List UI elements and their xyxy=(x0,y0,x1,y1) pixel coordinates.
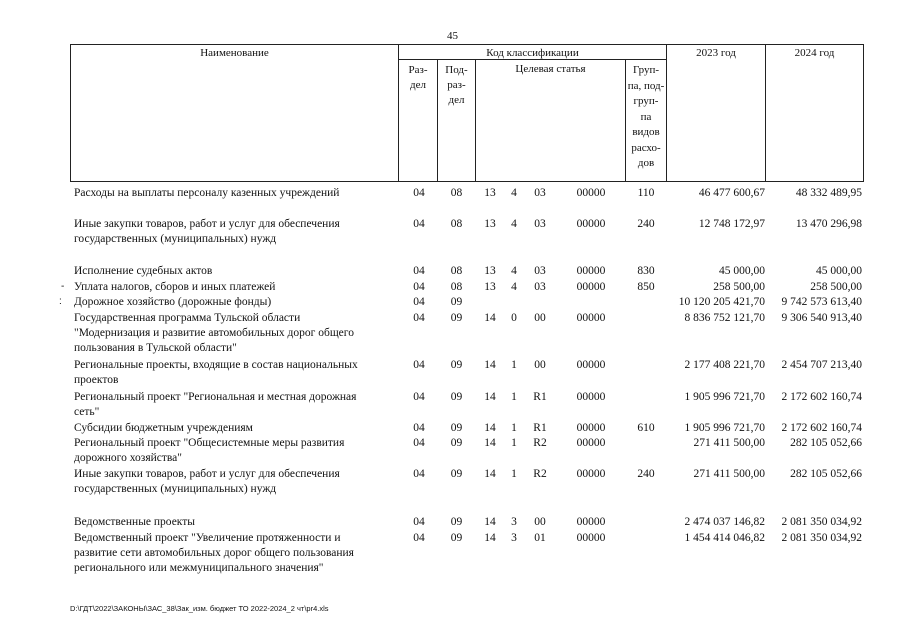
row-podrazdel: 09 xyxy=(450,422,463,434)
row-name xyxy=(74,421,389,436)
row-razdel: 04 xyxy=(413,516,425,528)
row-target-4: 00000 xyxy=(576,359,606,371)
row-value-2023: 1 454 414 046,82 xyxy=(684,532,765,544)
row-target-2: 4 xyxy=(511,265,517,277)
row-target-3: R1 xyxy=(533,422,547,434)
row-target-4: 00000 xyxy=(576,468,606,480)
row-target-2: 4 xyxy=(511,187,517,199)
row-target-2: 4 xyxy=(511,281,517,293)
row-name-line: проектов xyxy=(74,374,119,386)
row-target-3: 00 xyxy=(534,312,546,324)
row-target-1: 13 xyxy=(484,265,496,277)
row-podrazdel: 09 xyxy=(450,359,463,371)
row-name xyxy=(74,390,389,420)
row-target-1: 14 xyxy=(484,437,496,449)
row-name xyxy=(74,295,389,310)
row-value-2023: 2 474 037 146,82 xyxy=(684,516,765,528)
header-divider-podrazdel xyxy=(475,59,476,182)
row-podrazdel: 09 xyxy=(450,437,463,449)
header-bottom-border xyxy=(70,181,864,182)
row-name-line: Ведомственный проект "Увеличение протяженности и xyxy=(74,532,341,544)
row-target-2: 1 xyxy=(511,391,517,403)
row-value-2024: 2 172 602 160,74 xyxy=(781,422,862,434)
row-name-line: Исполнение судебных актов xyxy=(74,265,213,277)
header-group-line: груп- xyxy=(633,95,659,107)
row-target-4: 00000 xyxy=(576,218,606,230)
row-target-1: 14 xyxy=(484,359,496,371)
row-razdel: 04 xyxy=(413,265,425,277)
row-podrazdel: 08 xyxy=(450,187,463,199)
header-group-line: видов xyxy=(632,126,660,138)
header-top-border xyxy=(70,44,864,45)
row-name-line: Иные закупки товаров, работ и услуг для обеспечения xyxy=(74,468,340,480)
header-group-line: Груп- xyxy=(632,64,660,76)
row-razdel: 04 xyxy=(413,312,425,324)
row-value-2024: 2 081 350 034,92 xyxy=(781,516,862,528)
row-target-3: R1 xyxy=(533,391,547,403)
row-name-line: государственных (муниципальных) нужд xyxy=(74,233,277,245)
row-razdel: 04 xyxy=(413,218,425,230)
row-name-line: развитие сети автомобильных дорог общего пользования xyxy=(74,547,354,559)
header-razdel-line: Раз- xyxy=(408,64,428,76)
header-divider-group xyxy=(666,44,667,182)
row-target-2: 1 xyxy=(511,437,517,449)
row-target-4: 00000 xyxy=(576,391,606,403)
row-razdel: 04 xyxy=(413,391,425,403)
row-name-line: Региональный проект "Общесистемные меры развития xyxy=(74,437,345,449)
row-group: 830 xyxy=(637,265,655,277)
row-razdel: 04 xyxy=(413,359,425,371)
row-value-2023: 271 411 500,00 xyxy=(693,468,765,480)
row-target-4: 00000 xyxy=(576,422,606,434)
row-name-line: Дорожное хозяйство (дорожные фонды) xyxy=(74,296,272,308)
header-code-group: Код классификации xyxy=(486,47,579,59)
page-number: 45 xyxy=(447,30,458,42)
row-value-2023: 271 411 500,00 xyxy=(693,437,765,449)
header-target: Целевая статья xyxy=(515,63,586,75)
row-value-2023: 12 748 172,97 xyxy=(698,218,765,230)
row-target-1: 14 xyxy=(484,422,496,434)
row-value-2023: 258 500,00 xyxy=(713,281,765,293)
row-podrazdel: 09 xyxy=(450,468,463,480)
header-group-line: расхо- xyxy=(631,141,661,154)
row-name-line: пользования в Тульской области" xyxy=(74,342,237,354)
header-divider-years xyxy=(765,44,766,182)
row-target-1: 14 xyxy=(484,532,496,544)
row-target-2: 3 xyxy=(511,532,517,544)
header-razdel-line: дел xyxy=(410,79,426,91)
row-target-1: 13 xyxy=(484,187,496,199)
file-path-footer: D:\ГДТ\2022\ЗАКОНЫ\ЗАС_38\Зак_изм. бюджет ТО 2022-2024_2 чт\pr4.xls xyxy=(70,604,329,613)
row-name-line: государственных (муниципальных) нужд xyxy=(74,483,277,495)
row-name xyxy=(74,358,389,388)
row-target-2: 1 xyxy=(511,422,517,434)
row-value-2024: 45 000,00 xyxy=(816,265,862,277)
row-name-line: Расходы на выплаты персоналу казенных учреждений xyxy=(74,187,340,199)
row-value-2024: 48 332 489,95 xyxy=(795,187,862,199)
row-name-line: Уплата налогов, сборов и иных платежей xyxy=(74,281,276,293)
row-podrazdel: 08 xyxy=(450,281,463,293)
row-target-3: 03 xyxy=(534,281,546,293)
row-target-4: 00000 xyxy=(576,312,606,324)
row-target-4: 00000 xyxy=(576,265,606,277)
row-target-3: 03 xyxy=(534,187,546,199)
row-razdel: 04 xyxy=(413,281,425,293)
row-group: 610 xyxy=(637,422,655,434)
header-group-line: па, под- xyxy=(627,79,665,92)
row-group: 240 xyxy=(637,468,655,480)
row-target-3: R2 xyxy=(533,468,547,480)
row-value-2023: 46 477 600,67 xyxy=(698,187,765,199)
row-value-2024: 282 105 052,66 xyxy=(790,437,862,449)
row-target-4: 00000 xyxy=(576,187,606,199)
row-target-3: R2 xyxy=(533,437,547,449)
row-podrazdel: 08 xyxy=(450,265,463,277)
row-value-2023: 8 836 752 121,70 xyxy=(684,312,765,324)
row-value-2023: 1 905 996 721,70 xyxy=(684,422,765,434)
row-podrazdel: 09 xyxy=(450,312,463,324)
row-target-3: 00 xyxy=(534,359,546,371)
header-podrazdel-line: раз- xyxy=(447,79,466,91)
row-name-line: дорожного хозяйства" xyxy=(74,452,182,464)
row-value-2023: 1 905 996 721,70 xyxy=(684,391,765,403)
row-value-2024: 258 500,00 xyxy=(810,281,862,293)
header-left-border xyxy=(70,44,71,182)
row-target-3: 03 xyxy=(534,265,546,277)
header-razdel xyxy=(399,63,437,93)
row-target-2: 4 xyxy=(511,218,517,230)
header-group xyxy=(626,63,666,172)
row-value-2024: 282 105 052,66 xyxy=(790,468,862,480)
row-target-2: 1 xyxy=(511,359,517,371)
scan-mark: - xyxy=(61,281,65,292)
row-podrazdel: 08 xyxy=(450,218,463,230)
row-name xyxy=(74,531,389,576)
row-value-2023: 2 177 408 221,70 xyxy=(684,359,765,371)
row-target-1: 13 xyxy=(484,281,496,293)
row-razdel: 04 xyxy=(413,296,425,308)
header-right-border xyxy=(863,44,864,182)
row-razdel: 04 xyxy=(413,468,425,480)
header-podrazdel-line: дел xyxy=(448,94,465,106)
row-target-4: 00000 xyxy=(576,437,606,449)
row-razdel: 04 xyxy=(413,187,425,199)
row-name-line: Иные закупки товаров, работ и услуг для обеспечения xyxy=(74,218,340,230)
row-group: 850 xyxy=(637,281,655,293)
row-name xyxy=(74,311,389,356)
row-target-2: 0 xyxy=(511,312,517,324)
row-value-2024: 13 470 296,98 xyxy=(795,218,862,230)
scan-mark: : xyxy=(59,296,62,307)
header-group-line: дов xyxy=(637,157,655,169)
row-name-line: Субсидии бюджетным учреждениям xyxy=(74,422,253,434)
row-podrazdel: 09 xyxy=(450,391,463,403)
row-target-4: 00000 xyxy=(576,281,606,293)
row-value-2024: 9 742 573 613,40 xyxy=(781,296,862,308)
row-target-1: 13 xyxy=(484,218,496,230)
row-target-3: 00 xyxy=(534,516,546,528)
row-target-4: 00000 xyxy=(576,516,606,528)
row-podrazdel: 09 xyxy=(450,296,463,308)
row-value-2023: 10 120 205 421,70 xyxy=(678,296,765,308)
row-name-line: сеть" xyxy=(74,406,100,418)
row-name-line: регионального или межмуниципального значения" xyxy=(74,562,324,574)
row-target-1: 14 xyxy=(484,516,496,528)
row-name xyxy=(74,467,389,497)
row-target-3: 03 xyxy=(534,218,546,230)
row-target-1: 14 xyxy=(484,391,496,403)
row-name xyxy=(74,217,389,247)
row-name xyxy=(74,264,389,279)
header-2024: 2024 год xyxy=(794,47,835,59)
row-razdel: 04 xyxy=(413,532,425,544)
row-podrazdel: 09 xyxy=(450,532,463,544)
row-value-2023: 45 000,00 xyxy=(719,265,765,277)
row-target-2: 3 xyxy=(511,516,517,528)
header-2023: 2023 год xyxy=(696,47,736,59)
row-name-line: Государственная программа Тульской области xyxy=(74,312,301,324)
row-podrazdel: 09 xyxy=(450,516,463,528)
row-name xyxy=(74,515,389,530)
header-podrazdel-line: Под- xyxy=(445,64,468,76)
row-target-4: 00000 xyxy=(576,532,606,544)
row-group: 240 xyxy=(637,218,655,230)
row-name-line: "Модернизация и развитие автомобильных дорог общего xyxy=(74,327,354,339)
row-name-line: Региональный проект "Региональная и местная дорожная xyxy=(74,391,357,403)
row-target-1: 14 xyxy=(484,468,496,480)
header-podrazdel xyxy=(438,63,475,108)
row-razdel: 04 xyxy=(413,422,425,434)
row-target-2: 1 xyxy=(511,468,517,480)
row-value-2024: 2 172 602 160,74 xyxy=(781,391,862,403)
row-value-2024: 9 306 540 913,40 xyxy=(781,312,862,324)
row-group: 110 xyxy=(637,187,655,199)
row-target-1: 14 xyxy=(484,312,496,324)
row-name xyxy=(74,280,389,295)
row-razdel: 04 xyxy=(413,437,425,449)
row-target-3: 01 xyxy=(534,532,546,544)
row-name-line: Ведомственные проекты xyxy=(74,516,195,528)
row-name-line: Региональные проекты, входящие в состав национальных xyxy=(74,359,358,371)
header-group-line: па xyxy=(640,110,652,123)
row-name xyxy=(74,186,389,201)
row-name xyxy=(74,436,389,466)
header-name: Наименование xyxy=(200,47,269,59)
row-value-2024: 2 454 707 213,40 xyxy=(781,359,862,371)
row-value-2024: 2 081 350 034,92 xyxy=(781,532,862,544)
